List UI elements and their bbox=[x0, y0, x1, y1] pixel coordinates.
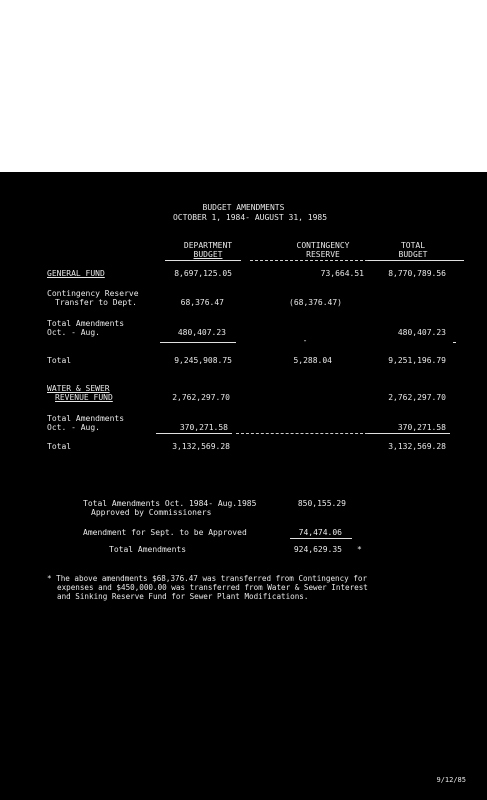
water-sewer-total-budget: 2,762,297.70 bbox=[388, 393, 446, 402]
general-fund-dept-budget: 8,697,125.05 bbox=[174, 269, 232, 278]
summary-total-label: Total Amendments bbox=[109, 545, 187, 554]
general-amendments-label-line2: Oct. - Aug. bbox=[47, 328, 100, 337]
general-total-total: 9,251,196.79 bbox=[388, 356, 446, 365]
column-header-dept-line1: DEPARTMENT bbox=[183, 241, 233, 250]
general-total-label: Total bbox=[47, 356, 72, 365]
general-amendments-total: 480,407.23 bbox=[397, 328, 446, 337]
summary-september-label: Amendment for Sept. to be Approved bbox=[83, 528, 247, 537]
footnote-line2: expenses and $450,000.00 was transferred from Water & Sewer Interest bbox=[57, 583, 368, 592]
general-amendments-dept: 480,407.23 bbox=[177, 328, 226, 337]
column-header-rule-reserve bbox=[250, 260, 368, 261]
summary-approved-label-line2: Approved by Commissioners bbox=[91, 508, 212, 517]
general-amendments-rule-total bbox=[453, 342, 456, 343]
column-header-rule-total bbox=[368, 260, 464, 261]
contingency-transfer-label-line1: Contingency Reserve bbox=[47, 289, 139, 298]
water-sewer-dept-budget: 2,762,297.70 bbox=[172, 393, 230, 402]
column-header-reserve-line2: RESERVE bbox=[306, 250, 340, 259]
summary-september-value: 74,474.06 bbox=[298, 528, 342, 537]
general-fund-total-budget: 8,770,789.56 bbox=[388, 269, 446, 278]
water-amendments-rule-reserve bbox=[236, 433, 368, 434]
document-period: OCTOBER 1, 1984- AUGUST 31, 1985 bbox=[172, 213, 328, 222]
general-amendments-rule-dept bbox=[160, 342, 236, 343]
water-amendments-total: 370,271.58 bbox=[397, 423, 446, 432]
column-header-total-line1: TOTAL bbox=[400, 241, 426, 250]
blank-scan-margin bbox=[0, 0, 487, 172]
water-total-total: 3,132,569.28 bbox=[388, 442, 446, 451]
summary-total-value: 924,629.35 bbox=[293, 545, 342, 554]
summary-approved-label-line1: Total Amendments Oct. 1984- Aug.1985 bbox=[83, 499, 257, 508]
general-fund-contingency-reserve: 73,664.51 bbox=[320, 269, 364, 278]
water-amendments-label-line2: Oct. - Aug. bbox=[47, 423, 100, 432]
water-sewer-heading-line1: WATER & SEWER bbox=[47, 384, 110, 393]
water-total-dept: 3,132,569.28 bbox=[172, 442, 230, 451]
column-header-rule-dept bbox=[165, 260, 241, 261]
water-sewer-heading-line2: REVENUE FUND bbox=[55, 393, 113, 402]
budget-amendments-page bbox=[0, 172, 487, 800]
general-total-reserve: 5,288.04 bbox=[293, 356, 332, 365]
general-fund-heading: GENERAL FUND bbox=[47, 269, 105, 278]
general-amendments-label-line1: Total Amendments bbox=[47, 319, 125, 328]
general-amendments-reserve: - bbox=[302, 336, 308, 345]
water-amendments-label-line1: Total Amendments bbox=[47, 414, 125, 423]
column-header-reserve-line1: CONTINGENCY bbox=[296, 241, 350, 250]
contingency-transfer-reserve: (68,376.47) bbox=[289, 298, 342, 307]
page-stamp: 9/12/85 bbox=[436, 776, 466, 784]
summary-total-asterisk: * bbox=[357, 545, 362, 554]
document-title: BUDGET AMENDMENTS bbox=[202, 203, 285, 212]
column-header-dept-line2: BUDGET bbox=[193, 250, 223, 259]
water-amendments-rule-dept bbox=[156, 433, 232, 434]
summary-september-rule bbox=[290, 538, 352, 539]
footnote-line1: * The above amendments $68,376.47 was transferred from Contingency for bbox=[47, 574, 368, 583]
water-amendments-dept: 370,271.58 bbox=[179, 423, 228, 432]
water-total-label: Total bbox=[47, 442, 72, 451]
contingency-transfer-label-line2: Transfer to Dept. bbox=[55, 298, 137, 307]
water-amendments-rule-total bbox=[368, 433, 450, 434]
general-total-dept: 9,245,908.75 bbox=[174, 356, 232, 365]
footnote-line3: and Sinking Reserve Fund for Sewer Plant Modifications. bbox=[57, 592, 309, 601]
column-header-total-line2: BUDGET bbox=[398, 250, 428, 259]
summary-approved-value: 850,155.29 bbox=[297, 499, 346, 508]
contingency-transfer-dept: 68,376.47 bbox=[180, 298, 224, 307]
